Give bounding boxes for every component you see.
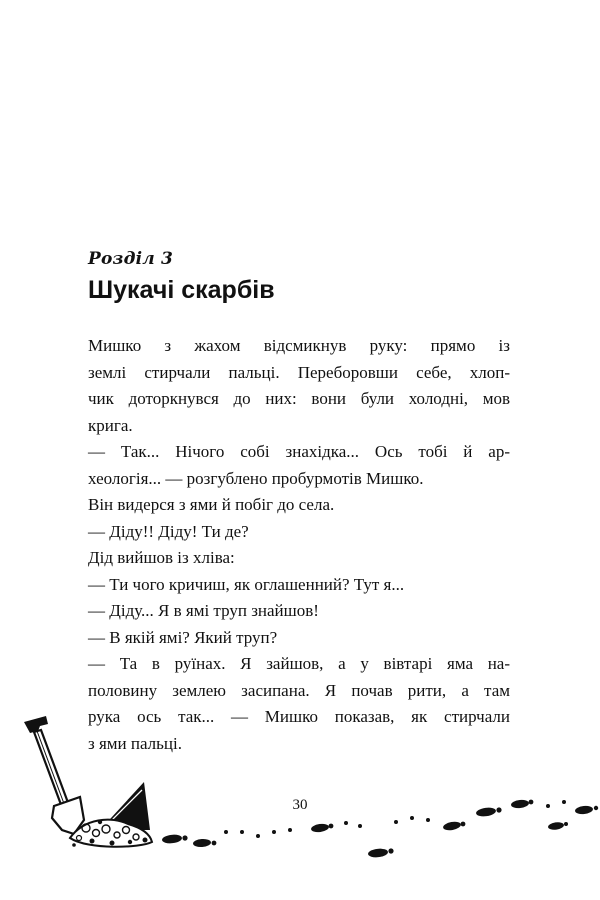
text-line: Мишко з жахом відсмикнув руку: прямо із [88,336,510,355]
text-line: крига. [88,415,133,435]
chapter-title: Шукачі скарбів [88,276,275,304]
text-line: — Діду!! Діду! Ти де? [88,521,249,541]
text-line: — В якій ямі? Який труп? [88,627,278,647]
text-line: — Та в руїнах. Я зайшов, а у вівтарі яма на- [88,654,510,673]
text-line: землі стирчали пальці. Переборовши себе, хлоп- [88,362,510,382]
body-text [88,333,510,757]
chapter-label: Розділ 3 [88,249,174,269]
text-line: чик доторкнувся до них: вони були холодні, мов [88,389,510,408]
page-number: 30 [292,797,308,813]
footprints-icon [162,799,599,858]
text-line: з ями пальці. [88,733,182,753]
text-line: рука ось так... — Мишко показав, як стирчали [88,707,510,726]
text-line: — Діду... Я в ямі труп знайшов! [88,601,319,620]
text-line: — Так... Нічого собі знахідка... Ось тобі й ар- [88,442,510,461]
shovel-icon [24,716,84,834]
text-line: Дід вийшов із хліва: [88,548,235,567]
text-line: — Ти чого кричиш, як оглашенний? Тут я... [88,574,405,594]
text-line: Він видерся з ями й побіг до села. [88,495,335,514]
text-line: хеологія... — розгублено пробурмотів Мишко. [88,468,424,488]
text-line: половину землею засипана. Я почав рити, а там [88,680,510,700]
